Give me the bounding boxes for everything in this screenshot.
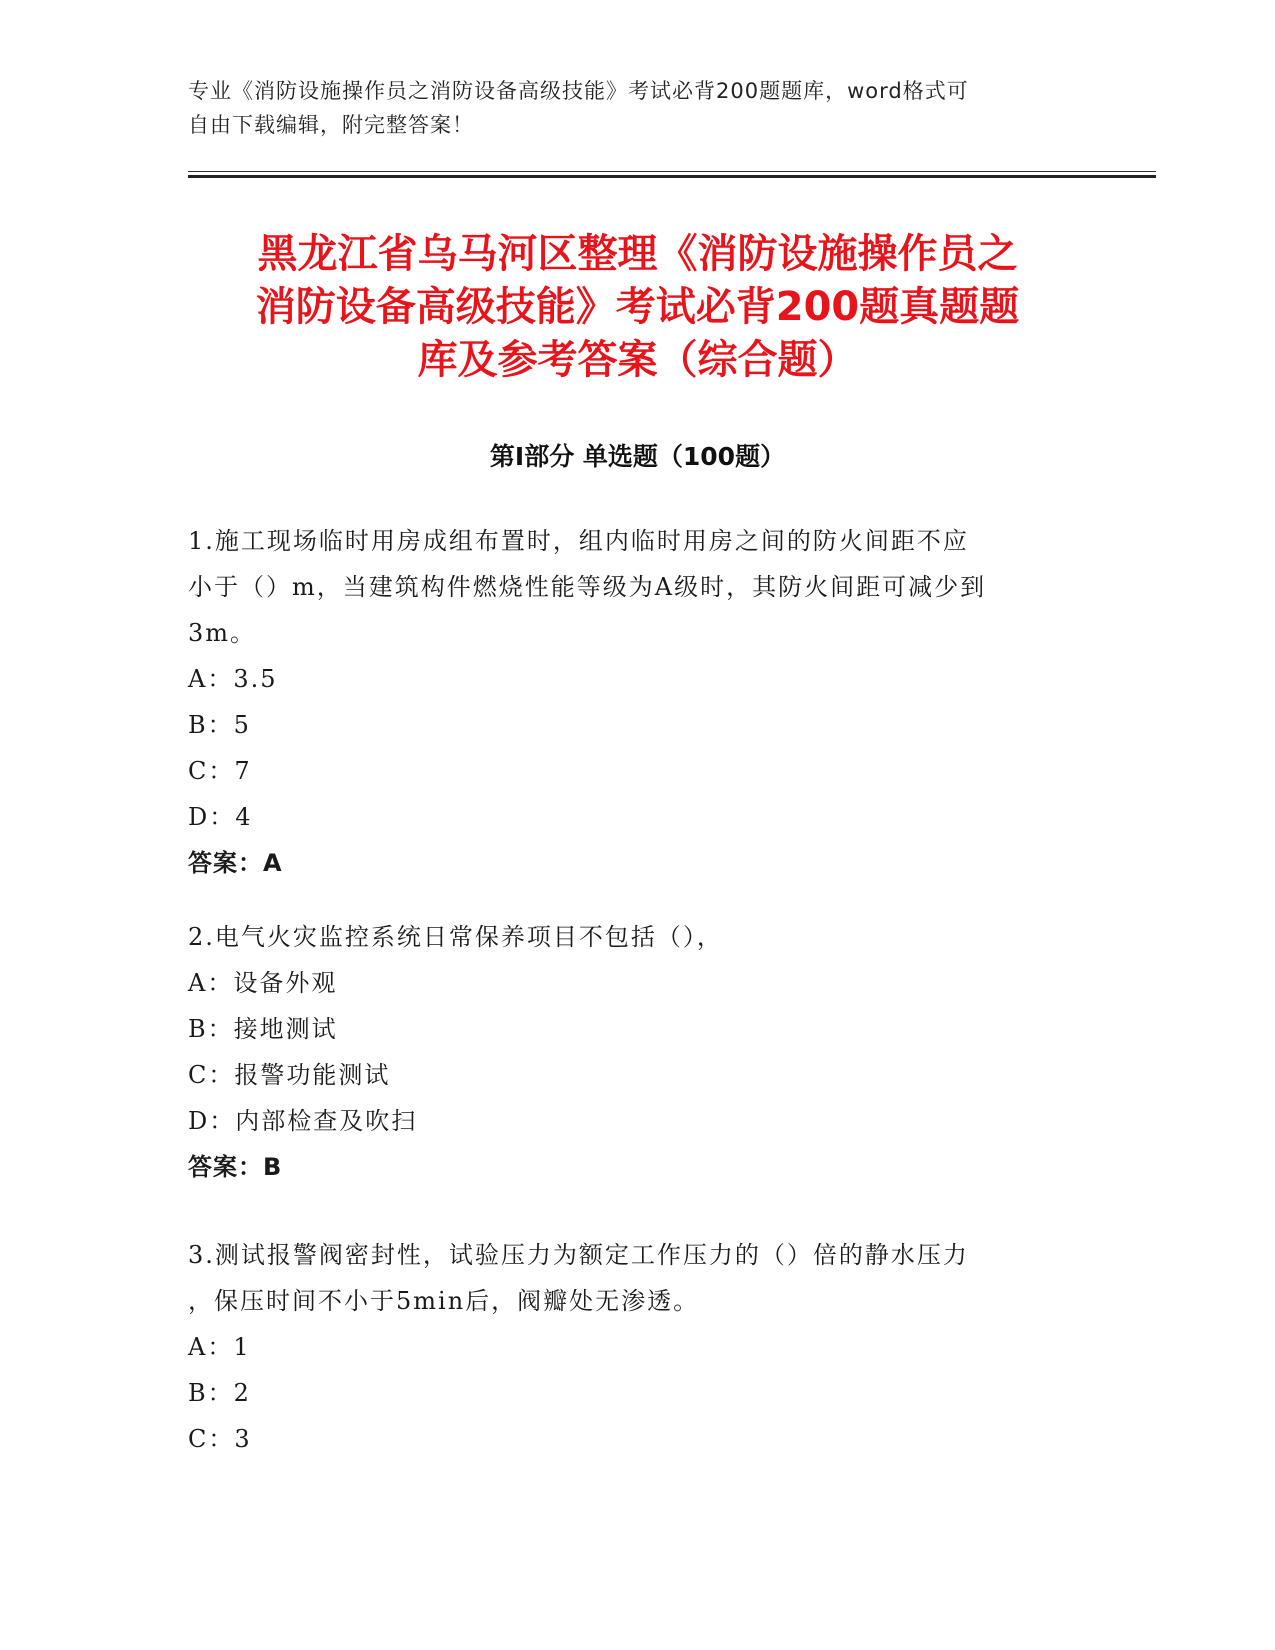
header-divider-thick	[188, 175, 1156, 178]
question-1-answer: 答案：A	[188, 849, 283, 877]
question-2-option-b: B：接地测试	[188, 1015, 338, 1043]
title-line-1: 黑龙江省乌马河区整理《消防设施操作员之	[257, 231, 1018, 277]
question-3-text-line-2: ，保压时间不小于5min后，阀瓣处无渗透。	[188, 1287, 700, 1315]
question-1-text-line-3: 3m。	[188, 619, 257, 647]
title-line-3: 库及参考答案（综合题）	[417, 337, 858, 383]
question-1-option-a: A：3.5	[188, 665, 278, 693]
question-2-option-a: A：设备外观	[188, 969, 338, 997]
question-3-option-b: B：2	[188, 1379, 251, 1407]
header-divider-thin	[188, 171, 1156, 172]
document-header-note	[188, 74, 1088, 142]
question-1-option-c: C：7	[188, 757, 252, 785]
header-note-line-1: 专业《消防设施操作员之消防设备高级技能》考试必背200题题库，word格式可	[188, 79, 969, 103]
title-line-2: 消防设备高级技能》考试必背200题真题题	[255, 284, 1020, 330]
question-1-option-d: D：4	[188, 803, 253, 831]
question-1-option-b: B：5	[188, 711, 251, 739]
question-3-option-c: C：3	[188, 1425, 252, 1453]
question-2	[188, 914, 1088, 1190]
document-title	[150, 228, 1125, 387]
question-1-text-line-1: 1.施工现场临时用房成组布置时，组内临时用房之间的防火间距不应	[188, 527, 969, 555]
question-1-text-line-2: 小于（）m，当建筑构件燃烧性能等级为A级时，其防火间距可减少到	[188, 573, 987, 601]
section-heading: 第Ⅰ部分 单选题（100题）	[489, 442, 786, 471]
question-2-text-line-1: 2.电气火灾监控系统日常保养项目不包括（），	[188, 923, 723, 951]
question-2-answer: 答案：B	[188, 1153, 283, 1181]
question-1	[188, 518, 1088, 886]
question-3	[188, 1232, 1088, 1462]
question-2-option-d: D：内部检查及吹扫	[188, 1107, 418, 1135]
question-3-option-a: A：1	[188, 1333, 251, 1361]
question-2-option-c: C：报警功能测试	[188, 1061, 391, 1089]
question-3-text-line-1: 3.测试报警阀密封性，试验压力为额定工作压力的（）倍的静水压力	[188, 1241, 969, 1269]
header-note-line-2: 自由下载编辑，附完整答案！	[188, 113, 474, 137]
